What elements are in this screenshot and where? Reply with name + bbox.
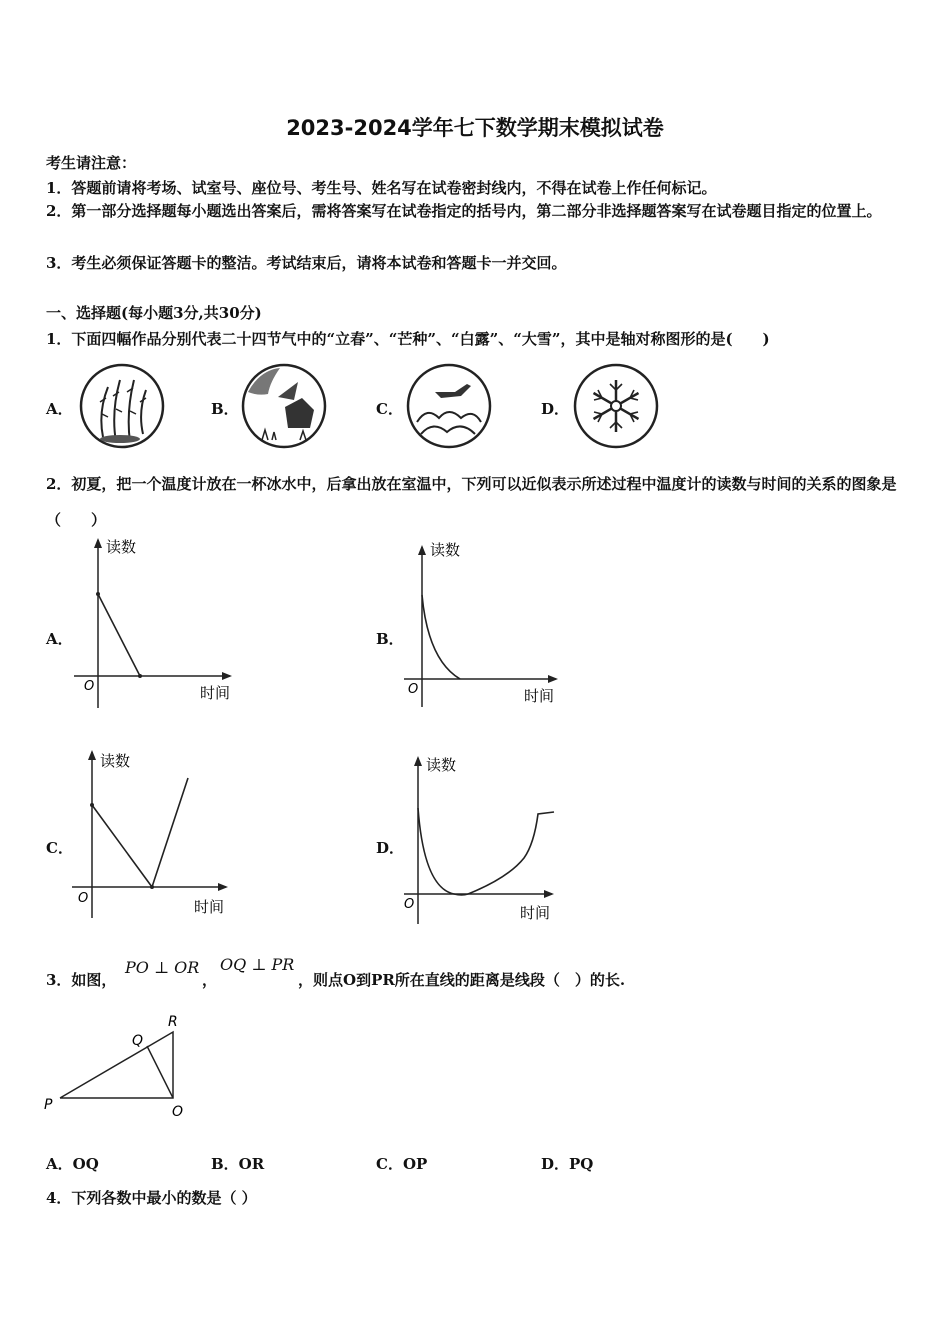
axis-x-label: 时间 [200,684,231,702]
notice-item-2: 2．第一部分选择题每小题选出答案后，需将答案写在试卷指定的括号内，第二部分非选择题答案写在试卷题目指定的位置上。 [46,202,882,220]
q1-option-a-image [78,362,166,450]
q3-separator: ， [202,971,218,989]
question-1-text: 1．下面四幅作品分别代表二十四节气中的“立春”、“芒种”、“白露”、“大雪”，其中是轴对称图形的是( ) [46,330,770,348]
q1-option-d-image [572,362,660,450]
axis-origin-label: O [408,682,419,697]
axis-y-label: 读数 [100,752,131,770]
axis-y-label: 读数 [106,538,137,556]
q3-math-2: OQ ⊥ PR [220,955,295,974]
axis-y-label: 读数 [430,541,461,559]
label-o: O [172,1104,184,1120]
question-4-text: 4．下列各数中最小的数是（ ） [46,1189,257,1207]
question-2-text: 2．初夏，把一个温度计放在一杯冰水中，后拿出放在室温中，下列可以近似表示所述过程中温度计的读数与时间的关系的图象是（ ） [46,475,897,529]
q2-graph-d [398,748,578,928]
q3-suffix: ，则点O到PR所在直线的距离是线段（ ）的长. [298,971,626,989]
axis-origin-label: O [78,891,89,906]
notice-item-1: 1．答题前请将考场、试室号、座位号、考生号、姓名写在试卷密封线内，不得在试卷上作任何标记。 [46,179,717,197]
q1-option-b-image [240,362,328,450]
axis-x-label: 时间 [524,687,555,705]
label-p: P [44,1097,53,1113]
q2-graph-c [66,742,246,922]
q3-option-d: D．PQ [541,1155,594,1173]
q3-math-1: PO ⊥ OR [125,958,200,977]
q3-option-a: A．OQ [46,1155,99,1173]
q1-option-c-image [405,362,493,450]
q1-option-a-label: A． [46,400,73,418]
q2-option-c-label: C． [46,839,73,857]
axis-x-label: 时间 [520,904,551,922]
axis-x-label: 时间 [194,898,225,916]
label-q: Q [132,1033,144,1049]
notice-item-3: 3．考生必须保证答题卡的整洁。考试结束后，请将本试卷和答题卡一并交回。 [46,254,567,272]
q1-option-b-label: B． [211,400,239,418]
q2-graph-a [70,530,250,715]
axis-origin-label: O [84,679,95,694]
axis-y-label: 读数 [426,756,457,774]
q1-option-d-label: D． [541,400,570,418]
q3-triangle-figure [40,1010,200,1125]
q3-option-c: C．OP [376,1155,428,1173]
q2-graph-b [398,535,578,715]
q3-option-b: B．OR [211,1155,265,1173]
q1-option-c-label: C． [376,400,403,418]
label-r: R [168,1014,178,1030]
q2-option-b-label: B． [376,630,404,648]
axis-origin-label: O [404,897,415,912]
notice-heading: 考生请注意： [46,154,137,172]
q2-option-a-label: A． [46,630,73,648]
page-title: 2023-2024学年七下数学期末模拟试卷 [286,116,664,140]
q3-prefix: 3．如图， [46,971,117,989]
q2-option-d-label: D． [376,839,405,857]
section-heading: 一、选择题(每小题3分,共30分) [46,304,262,322]
